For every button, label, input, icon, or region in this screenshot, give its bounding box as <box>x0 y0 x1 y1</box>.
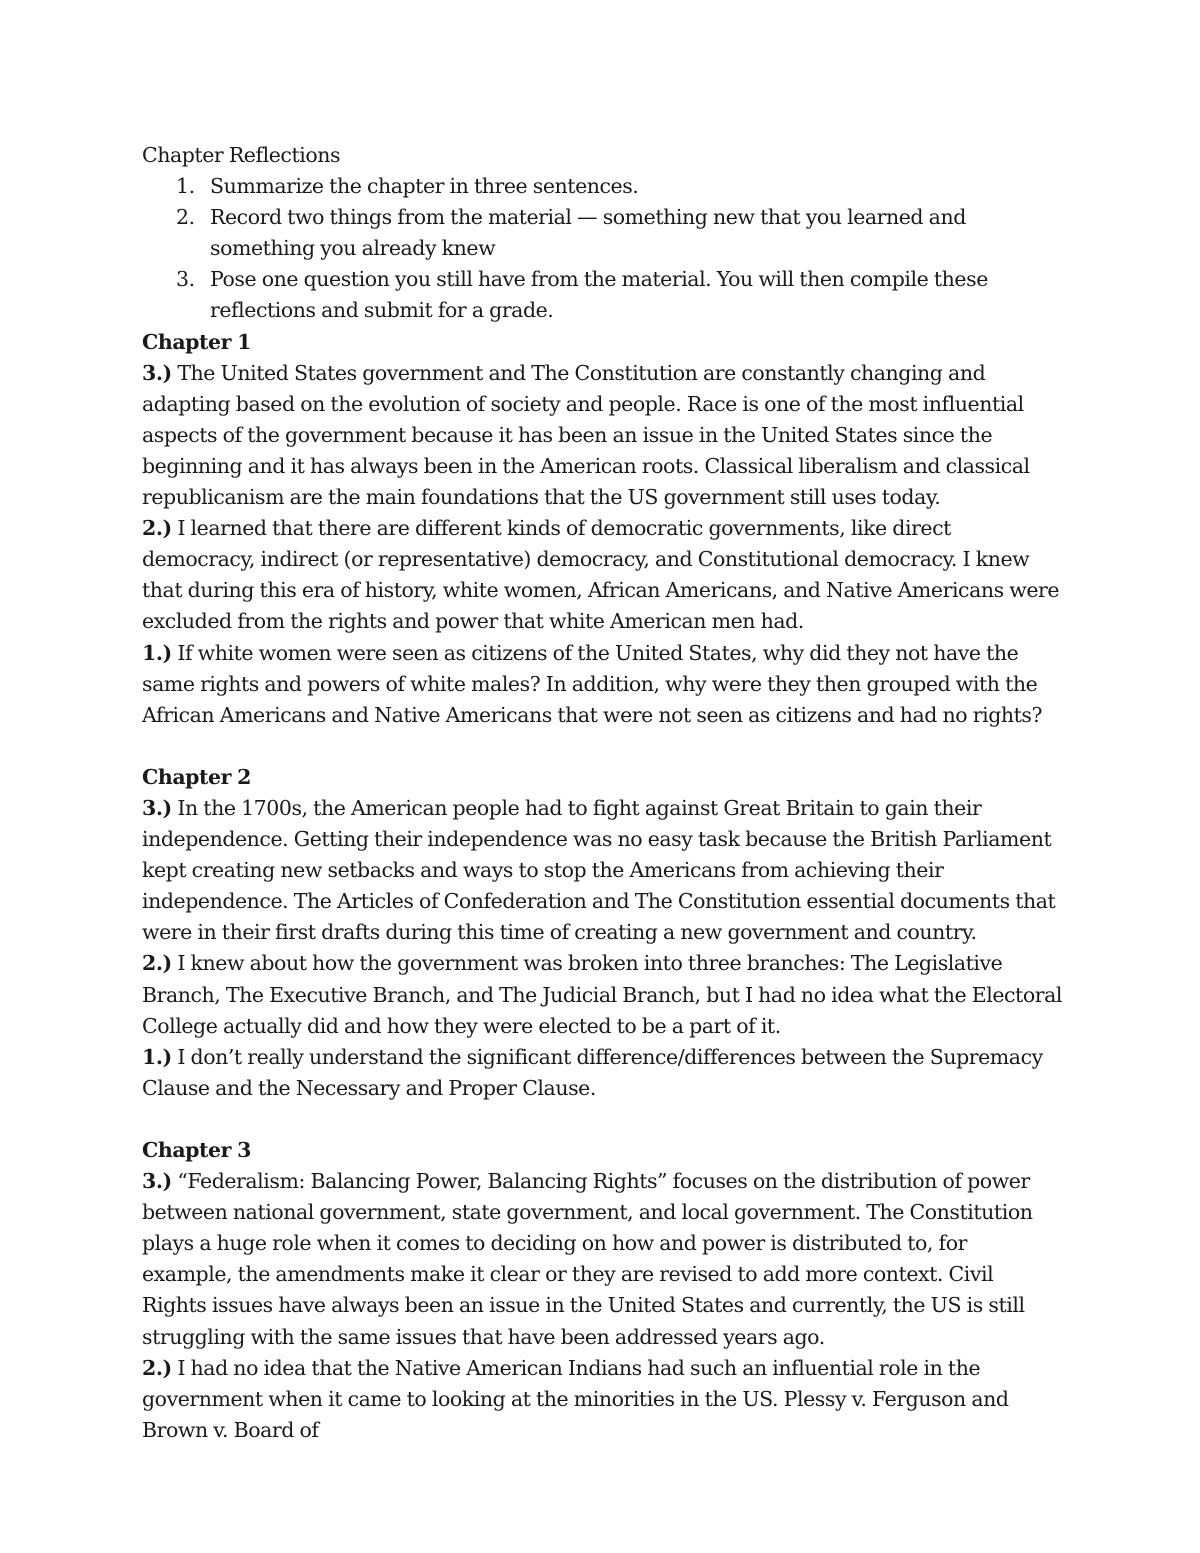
entry-marker: 1.) <box>142 1044 172 1069</box>
reflection-entry <box>142 513 1062 637</box>
instruction-text: Pose one question you still have from the material. You will then compile these reflections and submit for a grade. <box>210 267 988 323</box>
chapter-heading: Chapter 1 <box>142 329 252 354</box>
entry-marker: 3.) <box>142 795 172 820</box>
entry-text: I had no idea that the Native American Indians had such an influential role in the government when it came to looking at the minorities in the US. Plessy v. Ferguson and Brown v. Board of <box>142 1355 1009 1442</box>
chapter-section <box>142 1135 1062 1446</box>
entry-text: The United States government and The Constitution are constantly changing and adapting based on the evolution of society and people. Race is one of the most influential aspects of the government because it has been an issue in the United States since the beginning and it has always been in the American roots. Classical liberalism and classical republicanism are the main foundations that the US government still uses today. <box>142 360 1030 510</box>
reflection-entry <box>142 1166 1062 1353</box>
entry-marker: 3.) <box>142 1169 172 1194</box>
page-title: Chapter Reflections <box>142 143 341 167</box>
entry-marker: 3.) <box>142 360 172 385</box>
instruction-number: 3. <box>176 267 195 292</box>
instruction-number: 2. <box>176 205 195 230</box>
entry-marker: 2.) <box>142 516 172 541</box>
reflection-entry <box>142 1353 1062 1446</box>
entry-marker: 1.) <box>142 640 172 665</box>
instruction-text: Summarize the chapter in three sentences. <box>210 174 639 199</box>
entry-text: If white women were seen as citizens of the United States, why did they not have the same rights and powers of white males? In addition, why were they then grouped with the African Americans and Native Americans that were not seen as citizens and had no rights? <box>142 640 1043 727</box>
instructions-list <box>142 171 1062 326</box>
entry-marker: 2.) <box>142 1355 172 1380</box>
chapter-section <box>142 762 1062 1104</box>
entry-text: I knew about how the government was broken into three branches: The Legislative Branch, The Executive Branch, and The Judicial Branch, but I had no idea what the Electoral College actually did and how they were elected to be a part of it. <box>142 951 1062 1038</box>
blank-line <box>142 1104 1062 1135</box>
instruction-item <box>142 264 1062 326</box>
instruction-number: 1. <box>176 174 195 199</box>
reflection-entry <box>142 793 1062 948</box>
reflection-entry <box>142 948 1062 1041</box>
instruction-item <box>142 202 1062 264</box>
reflection-entry <box>142 1042 1062 1104</box>
entry-text: I don’t really understand the significant difference/differences between the Supremacy Clause and the Necessary and Proper Clause. <box>142 1044 1043 1100</box>
document-page <box>142 140 1062 1446</box>
chapter-heading: Chapter 3 <box>142 1138 252 1162</box>
entry-marker: 2.) <box>142 951 172 976</box>
reflection-entry <box>142 358 1062 513</box>
instruction-text: Record two things from the material — something new that you learned and something you already knew <box>210 205 966 261</box>
chapter-heading: Chapter 2 <box>142 764 252 789</box>
entry-text: In the 1700s, the American people had to fight against Great Britain to gain their independence. Getting their independence was no easy task because the British Parliament kept creating new setbacks and ways to stop the Americans from achieving their independence. The Articles of Confederation and The Constitution essential documents that were in their first drafts during this time of creating a new government and country. <box>142 795 1056 945</box>
instruction-item <box>142 171 1062 202</box>
entry-text: I learned that there are different kinds of democratic governments, like direct democracy, indirect (or representative) democracy, and Constitutional democracy. I knew that during this era of history, white women, African Americans, and Native Americans were excluded from the rights and power that white American men had. <box>142 516 1060 634</box>
blank-line <box>142 731 1062 762</box>
entry-text: “Federalism: Balancing Power, Balancing Rights” focuses on the distribution of power between national government, state government, and local government. The Constitution plays a huge role when it comes to deciding on how and power is distributed to, for example, the amendments make it clear or they are revised to add more context. Civil Rights issues have always been an issue in the United States and currently, the US is still struggling with the same issues that have been addressed years ago. <box>142 1169 1033 1349</box>
chapter-section <box>142 327 1062 731</box>
reflection-entry <box>142 638 1062 731</box>
